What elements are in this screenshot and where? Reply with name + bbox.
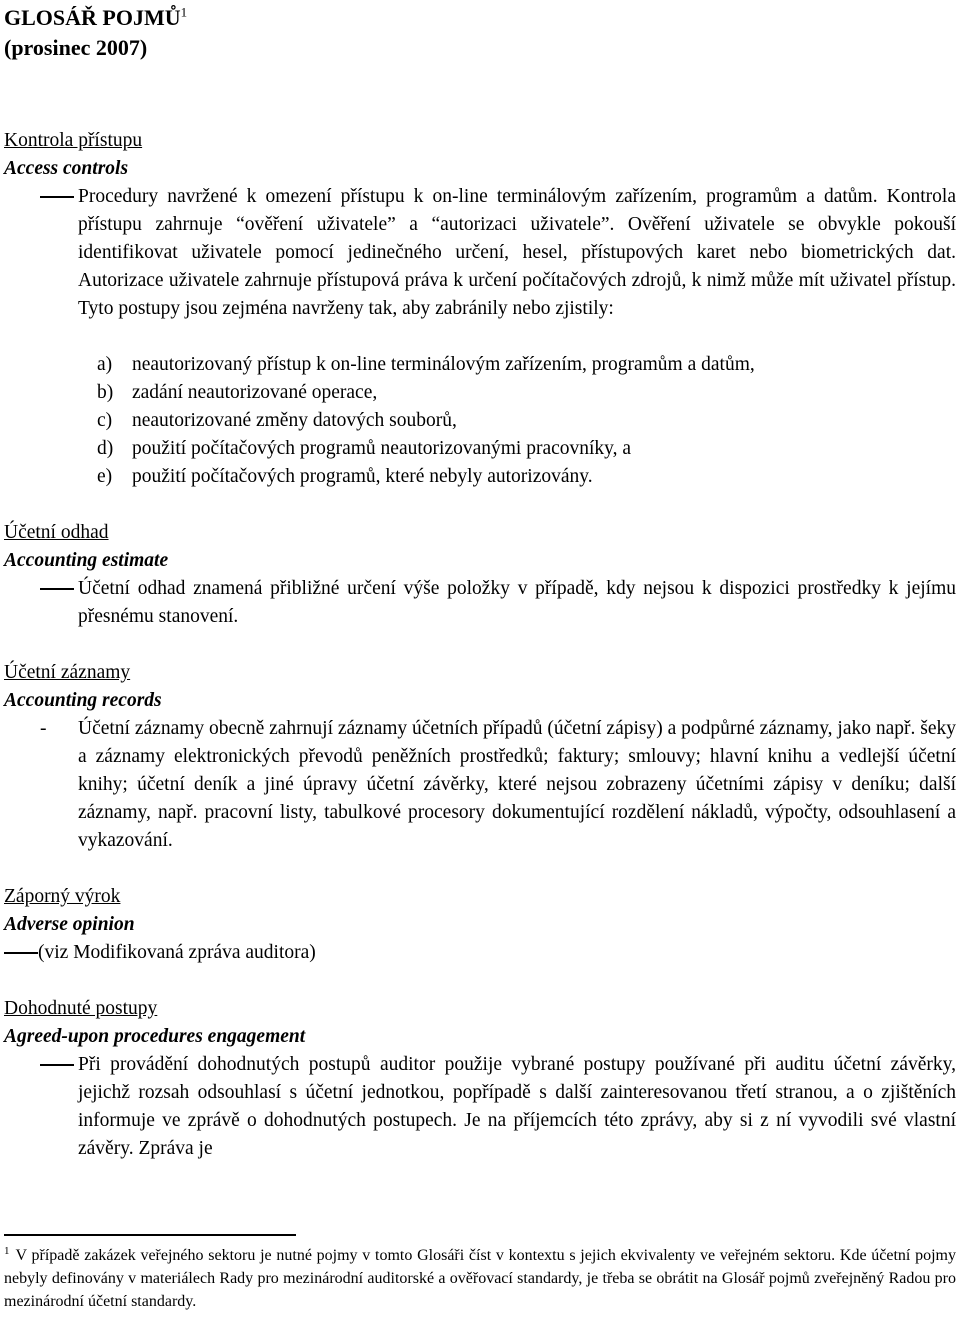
list-item bbox=[78, 463, 956, 491]
list-text: neautorizovaný přístup k on-line terminálovým zařízením, programům a datům, bbox=[132, 354, 755, 375]
em-dash-marker bbox=[40, 588, 74, 590]
term-czech: Záporný výrok bbox=[4, 886, 121, 907]
glossary-entry-accounting-estimate bbox=[4, 519, 956, 631]
document-subtitle: (prosinec 2007) bbox=[4, 35, 148, 60]
em-dash-marker bbox=[4, 952, 38, 954]
title-text: GLOSÁŘ POJMŮ bbox=[4, 5, 181, 30]
list-item bbox=[78, 379, 956, 407]
term-definition bbox=[4, 939, 956, 967]
list-label: e) bbox=[97, 466, 113, 487]
list-label: c) bbox=[97, 410, 113, 431]
list-label: a) bbox=[97, 354, 113, 375]
term-english: Accounting records bbox=[4, 690, 162, 711]
em-dash-marker bbox=[40, 196, 74, 198]
list-text: zadání neautorizované operace, bbox=[132, 382, 378, 403]
definition-text: (viz Modifikovaná zpráva auditora) bbox=[38, 942, 316, 963]
list-label: b) bbox=[97, 382, 114, 403]
term-definition bbox=[4, 575, 956, 631]
definition-text: Při provádění dohodnutých postupů auditor použije vybrané postupy používané při auditu účetní závěrky, jejichž rozsah odsouhlasí s účetní jednotkou, popřípadě s další zainteresovanou třetí stranou, a o zjištěních informuje ve zprávě o dohodnutých postupech. Je na příjemcích této zprávy, aby si z ní vyvodili své vlastní závěry. Zpráva je bbox=[78, 1054, 956, 1159]
list-item bbox=[78, 435, 956, 463]
list-text: použití počítačových programů, které nebyly autorizovány. bbox=[132, 466, 593, 487]
glossary-entry-access-controls bbox=[4, 127, 956, 491]
list-text: použití počítačových programů neautorizovanými pracovníky, a bbox=[132, 438, 632, 459]
term-definition bbox=[4, 183, 956, 323]
term-czech: Kontrola přístupu bbox=[4, 130, 143, 151]
list-item bbox=[78, 407, 956, 435]
glossary-entry-accounting-records bbox=[4, 659, 956, 855]
term-czech: Účetní odhad bbox=[4, 522, 109, 543]
term-english: Adverse opinion bbox=[4, 914, 135, 935]
hyphen-marker: - bbox=[40, 718, 47, 739]
term-definition bbox=[4, 1051, 956, 1163]
glossary-entry-adverse-opinion bbox=[4, 883, 956, 967]
list-text: neautorizované změny datových souborů, bbox=[132, 410, 457, 431]
footnote-reference: 1 bbox=[180, 4, 188, 20]
definition-text: Účetní záznamy obecně zahrnují záznamy účetních případů (účetní zápisy) a podpůrné záznamy, jako např. šeky a záznamy elektronických převodů peněžních prostředků; faktury; smlouvy; hlavní knihu a vedlejší účetní knihy; účetní deník a jiné úpravy účetní závěrky, které nejsou zobrazeny účetními zápisy v deníku; další záznamy, např. pracovní listy, tabulkové procesory dokumentující rozdělení nákladů, výpočty, odsouhlasení a vykazování. bbox=[78, 718, 957, 851]
list-item bbox=[78, 351, 956, 379]
footnote-number: 1 bbox=[4, 1244, 10, 1257]
definition-list bbox=[4, 351, 956, 491]
term-czech: Dohodnuté postupy bbox=[4, 998, 158, 1019]
term-english: Access controls bbox=[4, 158, 129, 179]
footnote bbox=[4, 1244, 956, 1313]
list-label: d) bbox=[97, 438, 114, 459]
document-title bbox=[4, 3, 956, 33]
footnote-separator bbox=[4, 1234, 296, 1236]
definition-text: Procedury navržené k omezení přístupu k on-line terminálovým zařízením, programům a datům. Kontrola přístupu zahrnuje “ověření uživatele” a “autorizaci uživatele”. Ověření uživatele se obvykle pokouší identifikovat uživatele pomocí jedinečného určení, hesel, přístupových karet nebo biometrických dat. Autorizace uživatele zahrnuje přístupová práva k určení počítačových zdrojů, k nimž může mít uživatel přístup. Tyto postupy jsou zejména navrženy tak, aby zabránily nebo zjistily: bbox=[78, 186, 956, 319]
em-dash-marker bbox=[40, 1064, 74, 1066]
term-definition bbox=[4, 715, 956, 855]
term-english: Accounting estimate bbox=[4, 550, 169, 571]
glossary-entry-agreed-upon-procedures bbox=[4, 995, 956, 1163]
term-english: Agreed-upon procedures engagement bbox=[4, 1026, 306, 1047]
footnote-text: V případě zakázek veřejného sektoru je nutné pojmy v tomto Glosáři číst v kontextu s jejich ekvivalenty ve veřejném sektoru. Kde účetní pojmy nebyly definovány v materiálech Rady pro mezinárodní auditorské a ověřovací standardy, je třeba se obrátit na Glosář pojmů zveřejněný Radou pro mezinárodní účetní standardy. bbox=[4, 1247, 956, 1310]
term-czech: Účetní záznamy bbox=[4, 662, 131, 683]
definition-text: Účetní odhad znamená přibližné určení výše položky v případě, kdy nejsou k dispozici prostředky k jejímu přesnému stanovení. bbox=[78, 578, 956, 627]
document-page bbox=[4, 0, 956, 1163]
